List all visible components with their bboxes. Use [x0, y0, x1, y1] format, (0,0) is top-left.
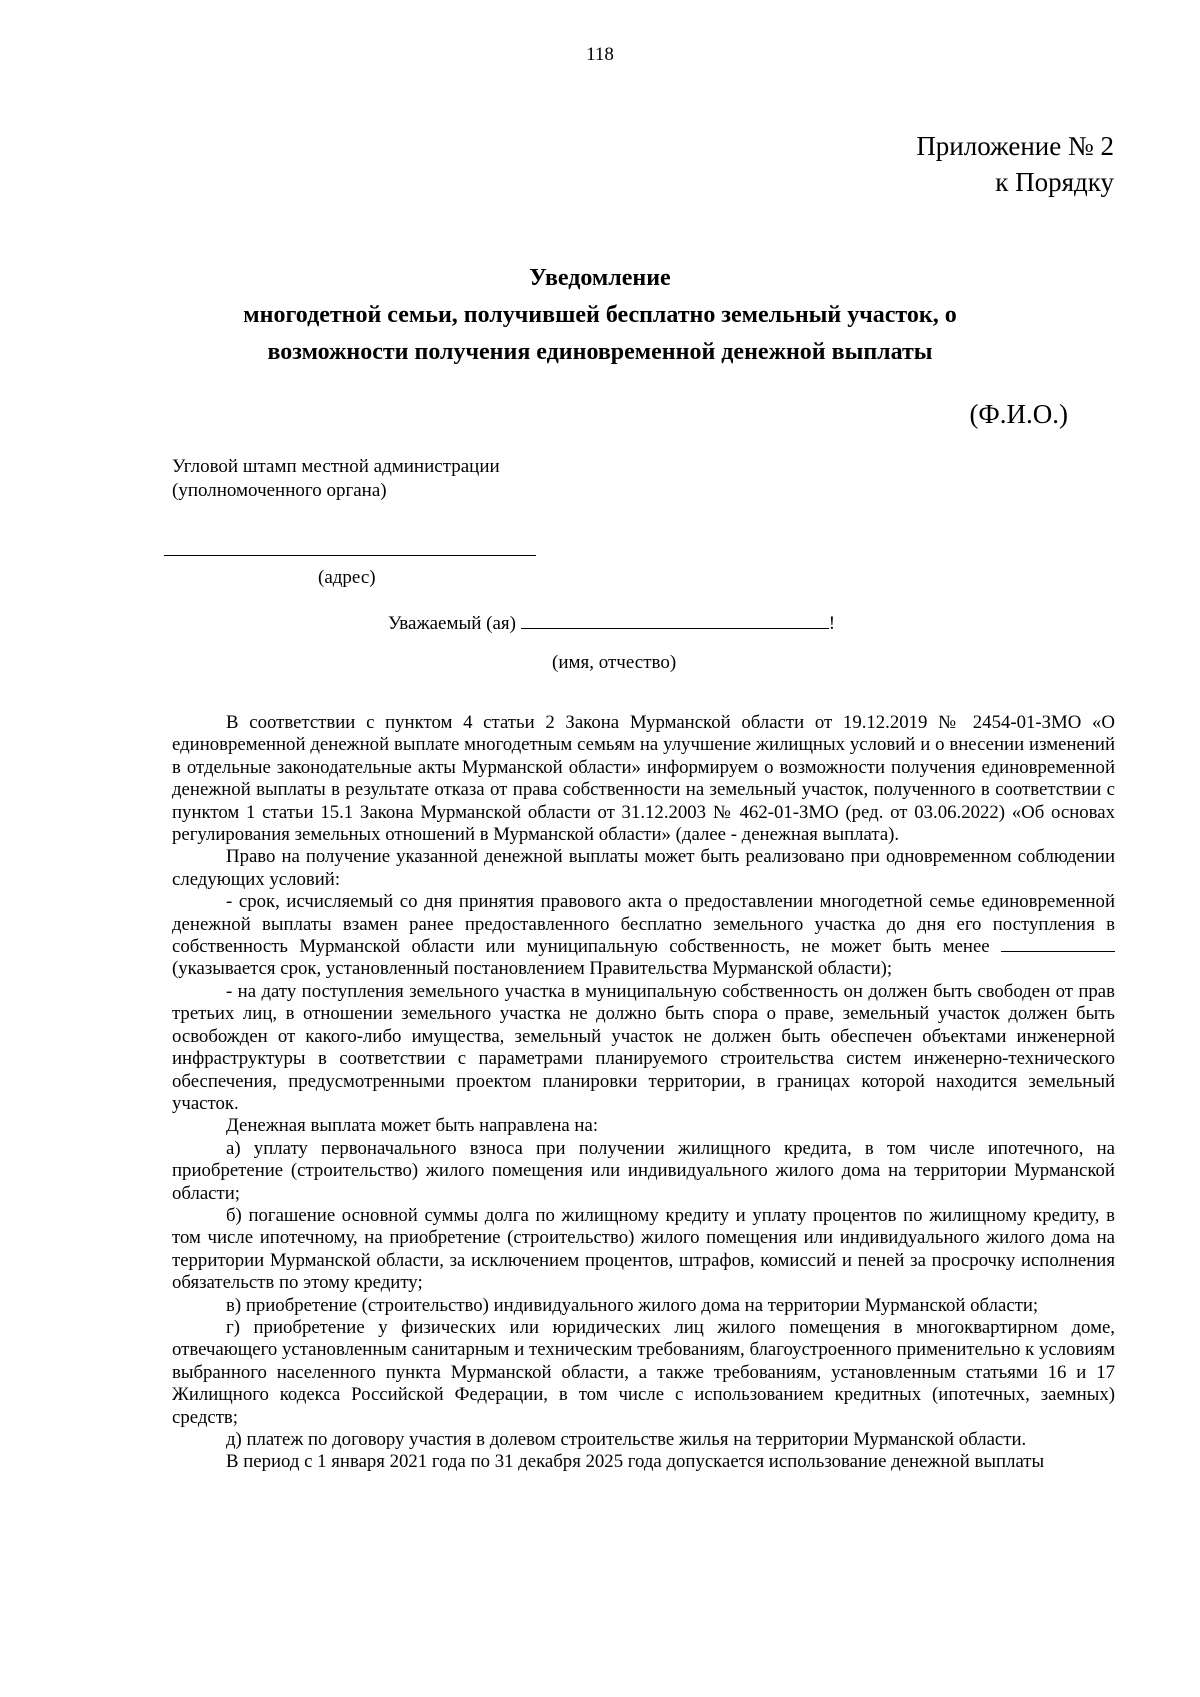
appendix-line-2: к Порядку	[995, 167, 1114, 197]
address-blank-line	[164, 555, 536, 556]
fio-label: (Ф.И.О.)	[969, 399, 1068, 429]
document-title	[0, 260, 1200, 371]
greeting	[388, 612, 835, 635]
paragraph-legal-basis: В соответствии с пунктом 4 статьи 2 Закона Мурманской области от 19.12.2019 № 2454-01-ЗМО «О единовременной денежной выплате многодетным семьям на улучшение жилищных условий и о внесении изменений в отдельные законодательные акты Мурманской области» информируем о возможности получения единовременной денежной выплаты в результате отказа от права собственности на земельный участок, полученного в соответствии с пунктом 1 статьи 15.1 Закона Мурманской области от 31.12.2003 № 462-01-ЗМО (ред. от 03.06.2022) «Об основах регулирования земельных отношений в Мурманской области» (далее - денежная выплата).	[172, 712, 1115, 846]
name-blank-line	[521, 612, 829, 629]
condition-term-text: - срок, исчисляемый со дня принятия правового акта о предоставлении многодетной семье единовременной денежной выплаты взамен ранее предоставленного бесплатно земельного участка до дня его поступления в собственность Мурманской области или муниципальную собственность, не может быть менее	[172, 891, 1115, 958]
paragraph-period: В период с 1 января 2021 года по 31 декабря 2025 года допускается использование денежной выплаты	[226, 1451, 1045, 1473]
paragraph-condition-free-of-rights: - на дату поступления земельного участка в муниципальную собственность он должен быть свободен от прав третьих лиц, в отношении земельного участка не должно быть спора о праве, земельный участок должен быть освобожден от какого-либо имущества, земельный участок не должен быть обеспечен объектами инженерной инфраструктуры в соответствии с параметрами планируемого строительства систем инженерно-технического обеспечения, предусмотренными проектом планировки территории, в границах которой находится земельный участок.	[172, 980, 1115, 1114]
address-label: (адрес)	[318, 567, 376, 588]
page-number: 118	[586, 44, 614, 65]
paragraph-purpose-a: а) уплату первоначального взноса при получении жилищного кредита, в том числе ипотечного, на приобретение (строительство) жилого помещения или индивидуального жилого дома на территории Мурманской области;	[172, 1137, 1115, 1204]
greeting-prefix: Уважаемый (ая)	[388, 613, 516, 634]
paragraph-condition-term	[172, 891, 1115, 981]
body-text	[172, 712, 1115, 1474]
term-blank-line	[1001, 937, 1115, 952]
paragraph-purposes-intro: Денежная выплата может быть направлена на:	[226, 1115, 599, 1137]
name-hint: (имя, отчество)	[552, 652, 677, 673]
paragraph-conditions-intro: Право на получение указанной денежной выплаты может быть реализовано при одновременном соблюдении следующих условий:	[172, 846, 1115, 890]
stamp-line-1: Угловой штамп местной администрации	[172, 456, 500, 477]
paragraph-purpose-g: г) приобретение у физических или юридических лиц жилого помещения в многоквартирном доме, отвечающего установленным санитарным и техническим требованиям, благоустроенного применительно к условиям выбранного населенного пункта Мурманской области, а также требованиям, установленным статьями 16 и 17 Жилищного кодекса Российской Федерации, в том числе с использованием кредитных (ипотечных, заемных) средств;	[172, 1316, 1115, 1428]
paragraph-purpose-b: б) погашение основной суммы долга по жилищному кредиту и уплату процентов по жилищному кредиту, в том числе ипотечному, на приобретение (строительство) жилого помещения или индивидуального жилого дома на территории Мурманской области, за исключением процентов, штрафов, комиссий и пеней за просрочку исполнения обязательств по этому кредиту;	[172, 1204, 1115, 1294]
title-line-1: Уведомление	[529, 265, 671, 291]
appendix-line-1: Приложение № 2	[916, 131, 1114, 161]
appendix-reference	[916, 128, 1114, 200]
paragraph-purpose-v: в) приобретение (строительство) индивидуального жилого дома на территории Мурманской области;	[226, 1294, 1039, 1316]
condition-term-note: (указывается срок, установленный постановлением Правительства Мурманской области);	[172, 958, 893, 980]
corner-stamp	[172, 455, 500, 503]
title-line-3: возможности получения единовременной денежной выплаты	[267, 339, 933, 365]
paragraph-purpose-d: д) платеж по договору участия в долевом строительстве жилья на территории Мурманской области.	[226, 1429, 1027, 1450]
stamp-line-2: (уполномоченного органа)	[172, 480, 387, 501]
greeting-suffix: !	[828, 613, 836, 634]
title-line-2: многодетной семьи, получившей бесплатно земельный участок, о	[243, 302, 957, 328]
